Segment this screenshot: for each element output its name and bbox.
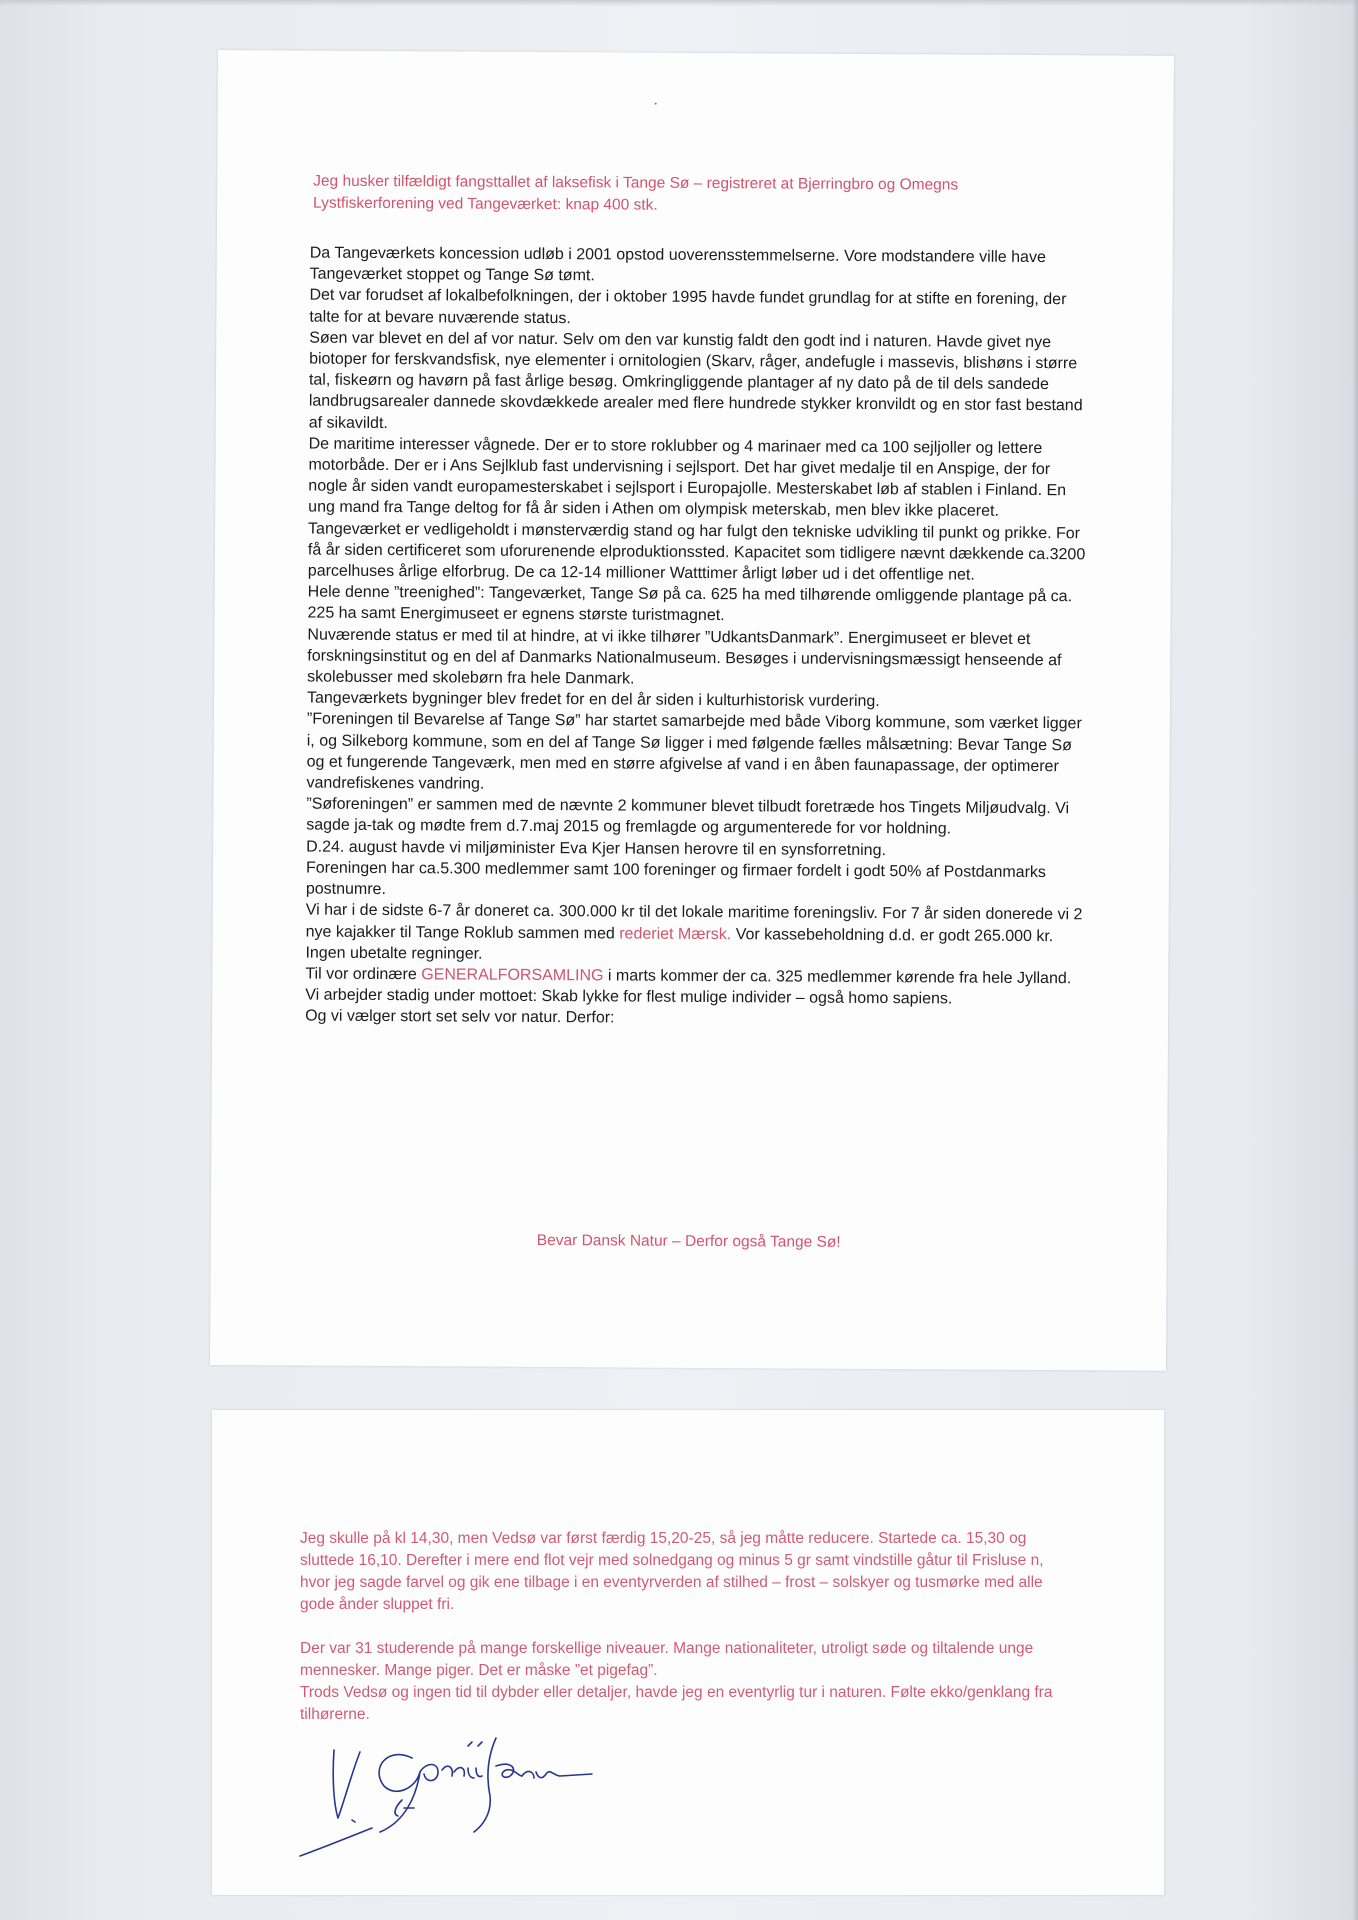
letter-page (212, 1410, 1164, 1895)
highlight-generalforsamling: GENERALFORSAMLING (421, 966, 604, 985)
highlight-maersk: rederiet Mærsk. (619, 924, 732, 943)
letter-paragraph: Jeg skulle på kl 14,30, men Vedsø var først færdig 15,20-25, så jeg måtte reducere. Startede ca. 15,30 og sluttede 16,10. Derefter i mere end flot vejr med solnedgang og minus 5 gr samt vindstille gåtur til Frisluse n, hvor jeg sagde farvel og gik ene tilbage i en eventyrverden af stilhed – frost – solskyer og tusmørke med alle gode ånder sluppet fri. (300, 1530, 1044, 1613)
paragraph: Det var forudset af lokalbefolkningen, der i oktober 1995 havde fundet grundlag for at stifte en forening, der talte for at bevare nuværende status. (309, 286, 1067, 327)
article-body (305, 243, 1090, 1032)
letter-paragraph: Der var 31 studerende på mange forskellige niveauer. Mange nationaliteter, utroligt søde og tiltalende unge mennesker. Mange piger. Det er måske ”et pigefag”. Trods Vedsø og ingen tid til dybder eller detaljer, havde jeg en eventyrlig tur i naturen. Følte ekko/genklang fra tilhørerne. (300, 1640, 1053, 1723)
sleeve-right-edge (1352, 0, 1358, 1920)
paragraph: ”Foreningen til Bevarelse af Tange Sø” har startet samarbejde med både Viborg kommune, som værket ligger i, og Silkeborg kommune, som en del af Tange Sø ligger i med følgende fælles målsætning: Bevar Tange Sø og et fungerende Tangeværk, men med en større afgivelse af vand i en åben faunapassage, der optimerer vandrefiskenes vandring. (306, 711, 1082, 793)
intro-note: Jeg husker tilfældigt fangsttallet af laksefisk i Tange Sø – registreret at Bjerringbro og Omegns Lystfiskerforening ved Tangeværket: knap 400 stk. (313, 172, 959, 214)
paragraph: Hele denne ”treenighed”: Tangeværket, Tange Sø på ca. 625 ha med tilhørende omliggende plantage på ca. 225 ha samt Energimuseet er egnens største turistmagnet. (307, 583, 1073, 625)
paragraph: Da Tangeværkets koncession udløb i 2001 opstod uoverensstemmelserne. Vore modstandere ville have Tangeværket stoppet og Tange Sø tømt. (309, 244, 1046, 285)
assembly-text: Til vor ordinære (305, 965, 422, 984)
paragraph: Tangeværkets bygninger blev fredet for en del år siden i kulturhistorisk vurdering. (306, 689, 880, 711)
paragraph: Tangeværket er vedligeholdt i mønsterværdig stand og har fulgt den tekniske udvikling til punkt og prikke. For få år siden certificeret som uforurenende elproduktionssted. Kapacitet som tidligere nævnt dækkende ca.3200 parcelhuses årlige elforbrug. De ca 12-14 millioner Watttimer årligt løber ud i det offentlige net. (307, 520, 1086, 584)
closing-slogan: Bevar Dansk Natur – Derfor også Tange Sø! (536, 1231, 841, 1251)
printed-page (210, 50, 1174, 1371)
stray-dot (655, 103, 657, 105)
paragraph: Og vi vælger stort set selv vor natur. Derfor: (305, 1007, 615, 1027)
sleeve-top-edge (0, 0, 1358, 6)
donation-text-end: Vor kassebeholdning d.d. er godt 265.000 kr. Ingen ubetalte regninger. (305, 925, 1054, 963)
paragraph: Foreningen har ca.5.300 medlemmer samt 100 foreninger og firmaer fordelt i godt 50% af Postdanmarks postnumre. (305, 859, 1046, 899)
signature (292, 1710, 612, 1860)
donation-text: Vi har i de sidste 6-7 år doneret ca. 300.000 kr til det lokale maritime foreningsliv. For 7 år siden donerede vi 2 nye kajakker til Tange Roklub sammen med (305, 901, 1083, 942)
paragraph: ”Søforeningen” er sammen med de nævnte 2 kommuner blevet tilbudt foretræde hos Tingets Miljøudvalg. Vi sagde ja-tak og mødte frem d.7.maj 2015 og fremlagde og argumenterede for vor holdning. (306, 795, 1070, 838)
paragraph: Søen var blevet en del af vor natur. Selv om den var kunstig faldt den godt ind i naturen. Havde givet nye biotoper for ferskvandsfisk, nye elementer i ornitologien (Skarv, råger, andefugle i massevis, blishøns i større tal, fiskeørn og havørn på fast årlige besøg. Omkringliggende plantager af ny dato på de til dels sandede landbrugsarealer dannede skovdækkede arealer med flere hundrede stykker kronvildt og en stor fast bestand af sikavildt. (308, 329, 1083, 432)
assembly-text-end: i marts kommer der ca. 325 medlemmer kørende fra hele Jylland. (603, 967, 1072, 988)
paragraph: Nuværende status er med til at hindre, at vi ikke tilhører ”UdkantsDanmark”. Energimuseet er blevet et forskningsinstitut og en del af Danmarks Nationalmuseum. Besøges i undervisningsmæssigt henseende af skolebusser med skolebørn fra hele Danmark. (307, 626, 1062, 688)
paragraph: Vi arbejder stadig under mottoet: Skab lykke for flest mulige individer – også homo sapiens. (305, 986, 953, 1008)
paragraph: De maritime interesser vågnede. Der er to store roklubber og 4 marinaer med ca 100 sejljoller og lettere motorbåde. Der er i Ans Sejlklub fast undervisning i sejlsport. Det har givet medalje til en Anspige, der for nogle år siden vandt europamesterskabet i sejlsport i Europajolle. Mesterskabet løb af stablen i Finland. En ung mand fra Tange deltog for få år siden i Athen om olympisk meterskab, men blev ikke placeret. (308, 435, 1067, 521)
paragraph: D.24. august havde vi miljøminister Eva Kjer Hansen herovre til en synsforretning. (306, 838, 886, 859)
paragraph-donation (305, 900, 1085, 968)
